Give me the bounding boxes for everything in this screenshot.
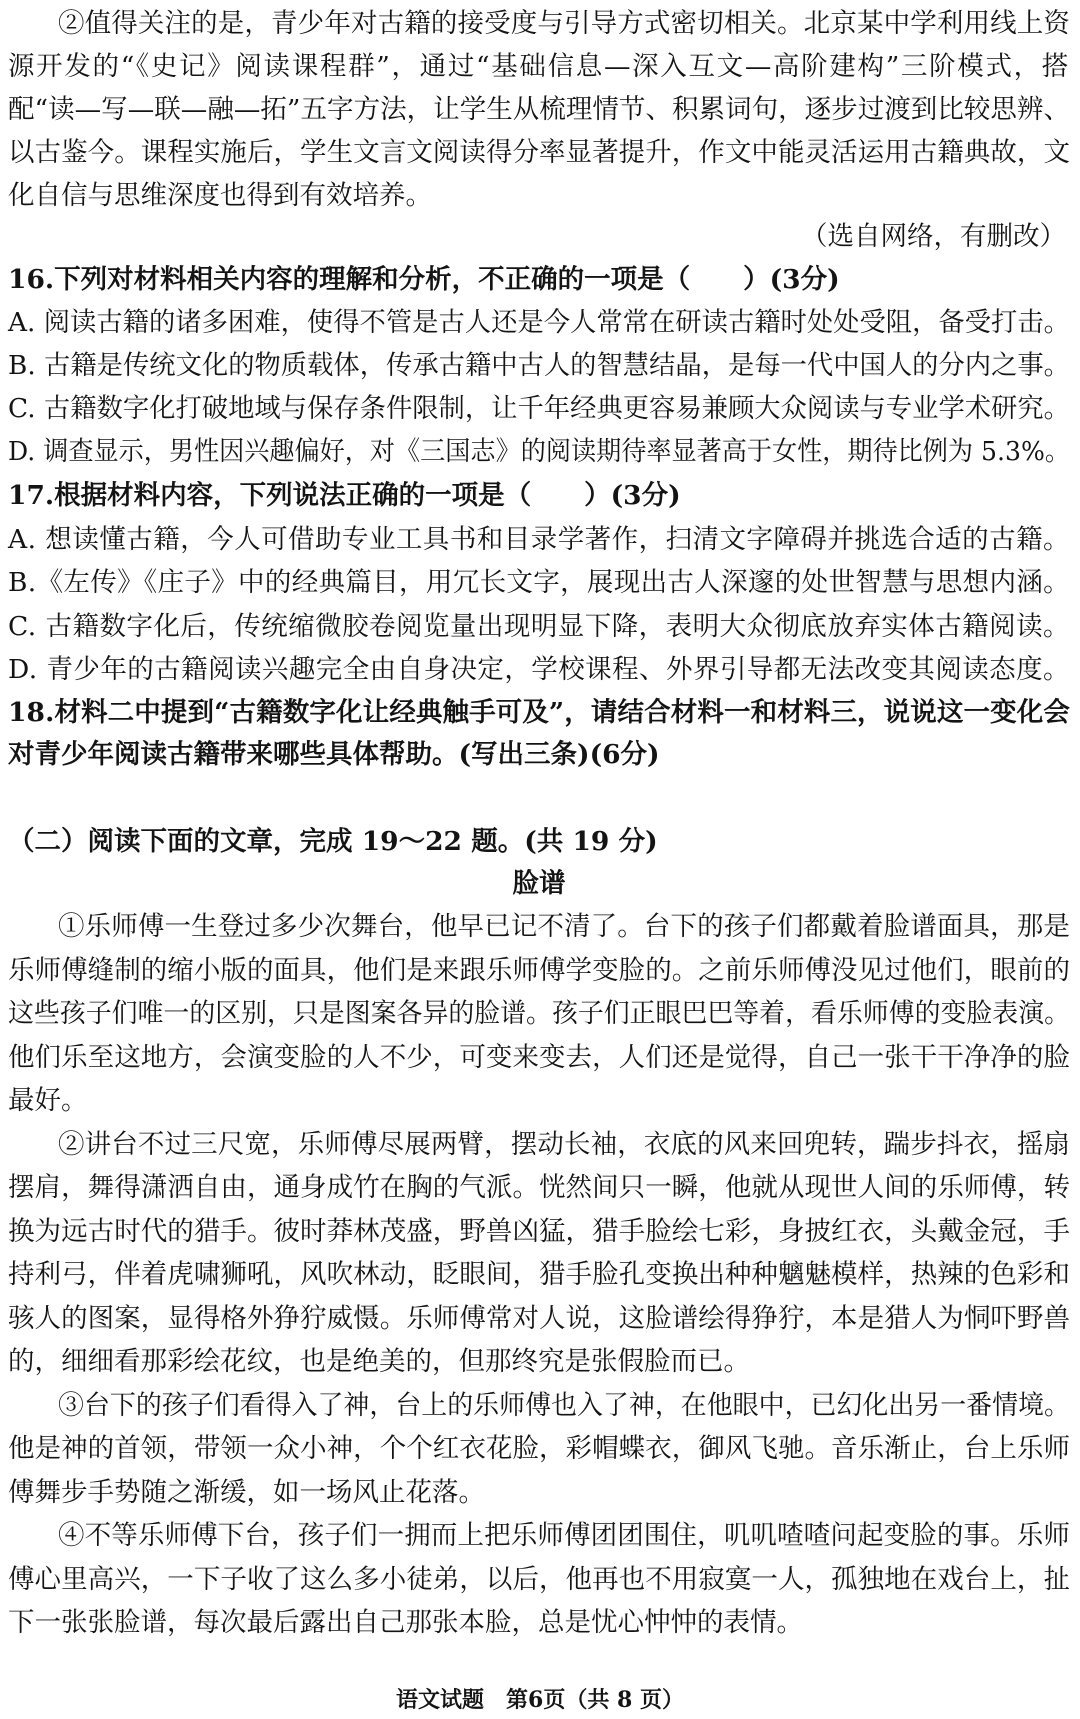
- article-line: [8, 1340, 1070, 1384]
- article-line: [8, 992, 1070, 1036]
- question-16-option-c: [8, 387, 1070, 431]
- article-line-text: 他是神的首领，带领一众小神，个个红衣花脸，彩帽蝶衣，御风飞驰。音乐渐止，台上乐师: [8, 1433, 1070, 1464]
- article-line: [8, 949, 1070, 993]
- article-line: [8, 1253, 1070, 1297]
- article-line: [58, 1514, 1070, 1558]
- question-16-stem: [8, 258, 1070, 302]
- article-line: [8, 1601, 1070, 1645]
- section-2-heading-text: （二）阅读下面的文章，完成 19～22 题。(共 19 分): [8, 826, 658, 857]
- article-line-text: ③台下的孩子们看得入了神，台上的乐师傅也入了神，在他眼中，已幻化出另一番情境。: [58, 1390, 1070, 1421]
- passage-line: [8, 131, 1070, 175]
- page-footer: 语文试题 第6页（共 8 页）: [396, 1687, 684, 1713]
- article-line: [8, 1166, 1070, 1210]
- passage-line: [58, 2, 1070, 46]
- question-16-stem-text: 16.下列对材料相关内容的理解和分析，不正确的一项是（ ）(3分): [8, 264, 840, 295]
- question-18-text: 18.材料二中提到“古籍数字化让经典触手可及”，请结合材料一和材料三，说说这一变化会: [8, 697, 1070, 728]
- article-line-text: 下一张张脸谱，每次最后露出自己那张本脸，总是忧心忡忡的表情。: [8, 1607, 803, 1638]
- article-line: [8, 1427, 1070, 1471]
- article-line-text: 最好。: [8, 1085, 88, 1116]
- passage-line: [8, 45, 1070, 89]
- source-note: [801, 215, 1066, 259]
- option-text: A. 想读懂古籍，今人可借助专业工具书和目录学著作，扫清文字障碍并挑选合适的古籍。: [8, 524, 1070, 555]
- article-line: [58, 1384, 1070, 1428]
- article-line: [8, 1297, 1070, 1341]
- passage-line-text: 以古鉴今。课程实施后，学生文言文阅读得分率显著提升，作文中能灵活运用古籍典故，文: [8, 137, 1070, 168]
- article-line-text: ②讲台不过三尺宽，乐师傅尽展两臂，摆动长袖，衣底的风来回兜转，踹步抖衣，摇扇: [58, 1129, 1070, 1160]
- article-line-text: 傅舞步手势随之渐缓，如一场风止花落。: [8, 1477, 485, 1508]
- question-18-line: [8, 691, 1070, 735]
- passage-line-text: ②值得关注的是，青少年对古籍的接受度与引导方式密切相关。北京某中学利用线上资: [58, 8, 1070, 39]
- option-text: B. 古籍是传统文化的物质载体，传承古籍中古人的智慧结晶，是每一代中国人的分内之事。: [8, 350, 1070, 381]
- question-18-line: [8, 733, 1070, 777]
- question-16-option-d: [8, 430, 1070, 474]
- question-18-text: 对青少年阅读古籍带来哪些具体帮助。(写出三条)(6分): [8, 739, 660, 770]
- option-text: C. 古籍数字化打破地域与保存条件限制，让千年经典更容易兼顾大众阅读与专业学术研究。: [8, 393, 1070, 424]
- source-note-text: （选自网络，有删改）: [801, 221, 1066, 252]
- question-16-option-a: [8, 301, 1070, 345]
- option-text: D. 青少年的古籍阅读兴趣完全由自身决定，学校课程、外界引导都无法改变其阅读态度。: [8, 654, 1070, 685]
- article-line-text: 他们乐至这地方，会演变脸的人不少，可变来变去，人们还是觉得，自己一张干干净净的脸: [8, 1042, 1070, 1073]
- article-line-text: 骇人的图案，显得格外狰狞威慑。乐师傅常对人说，这脸谱绘得狰狞，本是猎人为恫吓野兽: [8, 1303, 1070, 1334]
- article-line-text: 这些孩子们唯一的区别，只是图案各异的脸谱。孩子们正眼巴巴等着，看乐师傅的变脸表演。: [8, 998, 1070, 1029]
- article-line: [8, 1210, 1070, 1254]
- section-2-heading: [8, 820, 1070, 864]
- option-text: D. 调查显示，男性因兴趣偏好，对《三国志》的阅读期待率显著高于女性，期待比例为 5.3%。: [8, 436, 1070, 467]
- passage-line-text: 化自信与思维深度也得到有效培养。: [8, 180, 432, 211]
- question-17-option-d: [8, 648, 1070, 692]
- article-line-text: 摆肩，舞得潇洒自由，通身成竹在胸的气派。恍然间只一瞬，他就从现世人间的乐师傅，转: [8, 1172, 1070, 1203]
- passage-line-text: 源开发的“《史记》阅读课程群”，通过“基础信息—深入互文—高阶建构”三阶模式，搭: [8, 51, 1070, 82]
- article-line: [58, 1123, 1070, 1167]
- option-text: A. 阅读古籍的诸多困难，使得不管是古人还是今人常常在研读古籍时处处受阻，备受打击。: [8, 307, 1070, 338]
- article-line: [58, 905, 1070, 949]
- article-line-text: 的，细细看那彩绘花纹，也是绝美的，但那终究是张假脸而已。: [8, 1346, 750, 1377]
- article-line: [8, 1558, 1070, 1602]
- article-title-text: 脸谱: [512, 868, 566, 899]
- passage-line-text: 配“读—写—联—融—拓”五字方法，让学生从梳理情节、积累词句，逐步过渡到比较思辨、: [8, 94, 1070, 125]
- question-16-option-b: [8, 344, 1070, 388]
- question-17-option-a: [8, 518, 1070, 562]
- option-text: B.《左传》《庄子》中的经典篇目，用冗长文字，展现出古人深邃的处世智慧与思想内涵。: [8, 567, 1070, 598]
- question-17-stem-text: 17.根据材料内容，下列说法正确的一项是（ ）(3分): [8, 480, 681, 511]
- passage-line: [8, 174, 1070, 218]
- article-line-text: ④不等乐师傅下台，孩子们一拥而上把乐师傅团团围住，叽叽喳喳问起变脸的事。乐师: [58, 1520, 1070, 1551]
- article-line: [8, 1471, 1070, 1515]
- article-line: [8, 1036, 1070, 1080]
- article-line-text: 换为远古时代的猎手。彼时莽林茂盛，野兽凶猛，猎手脸绘七彩，身披红衣，头戴金冠，手: [8, 1216, 1070, 1247]
- question-17-option-c: [8, 605, 1070, 649]
- option-text: C. 古籍数字化后，传统缩微胶卷阅览量出现明显下降，表明大众彻底放弃实体古籍阅读。: [8, 611, 1070, 642]
- question-17-option-b: [8, 561, 1070, 605]
- article-line-text: 傅心里高兴，一下子收了这么多小徒弟，以后，他再也不用寂寞一人，孤独地在戏台上，扯: [8, 1564, 1070, 1595]
- passage-line: [8, 88, 1070, 132]
- article-line-text: 持利弓，伴着虎啸狮吼，风吹林动，眨眼间，猎手脸孔变换出种种魑魅模样，热辣的色彩和: [8, 1259, 1070, 1290]
- article-title: [8, 862, 1070, 906]
- article-line-text: ①乐师傅一生登过多少次舞台，他早已记不清了。台下的孩子们都戴着脸谱面具，那是: [58, 911, 1070, 942]
- question-17-stem: [8, 474, 1070, 518]
- article-line: [8, 1079, 1070, 1123]
- article-line-text: 乐师傅缝制的缩小版的面具，他们是来跟乐师傅学变脸的。之前乐师傅没见过他们，眼前的: [8, 955, 1070, 986]
